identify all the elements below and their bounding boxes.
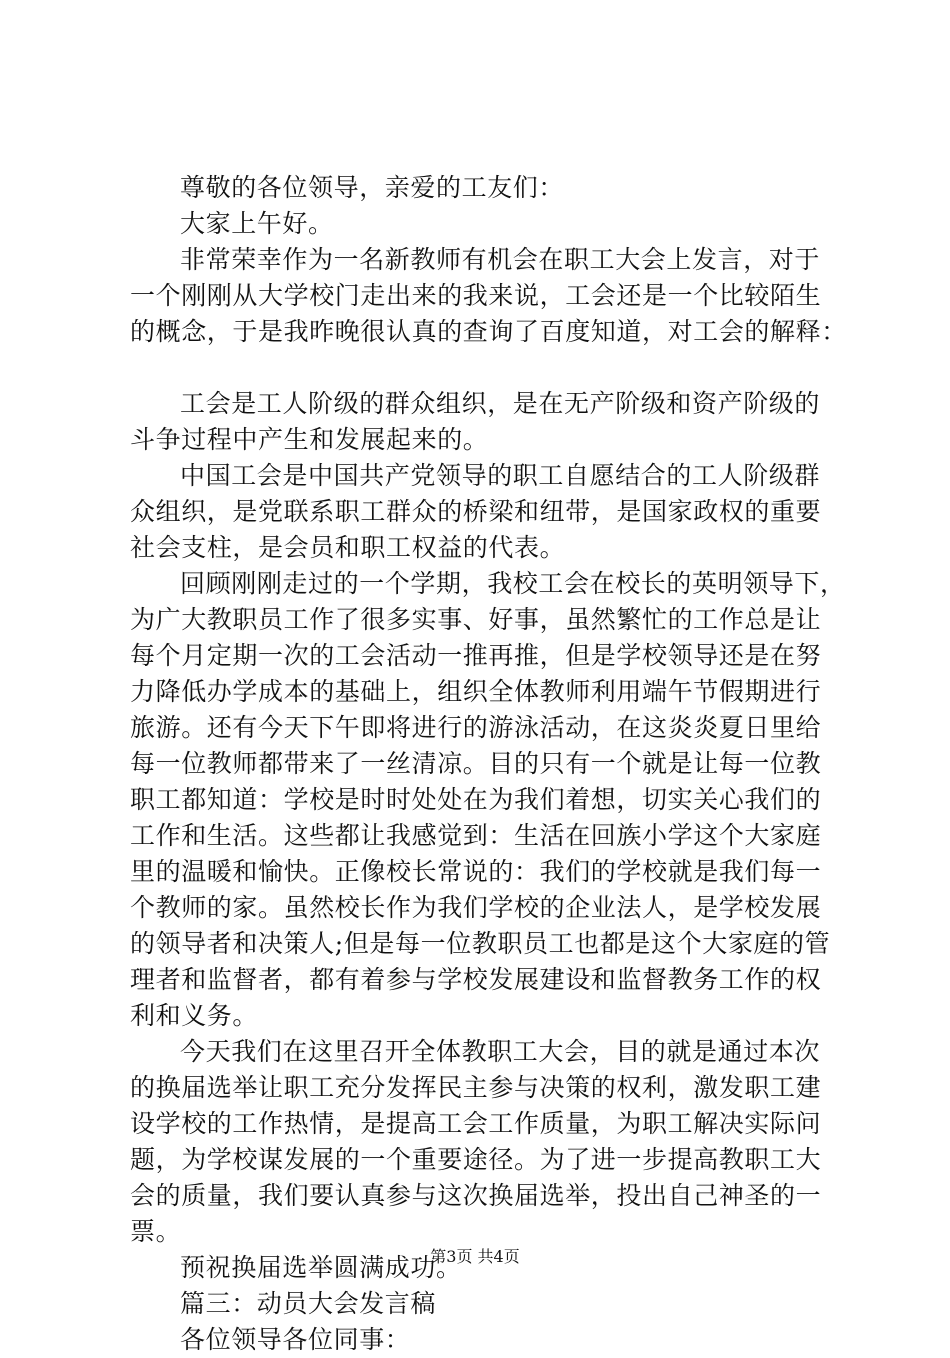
text-line: 职工都知道：学校是时时处处在为我们着想，切实关心我们的 xyxy=(130,785,822,814)
text-line: 票。 xyxy=(130,1217,182,1246)
text-line: 非常荣幸作为一名新教师有机会在职工大会上发言，对于 xyxy=(180,245,821,274)
text-line: 力降低办学成本的基础上，组织全体教师利用端午节假期进行 xyxy=(130,677,822,706)
text-line: 预祝换届选举圆满成功。 xyxy=(180,1253,462,1282)
text-line: 会的质量，我们要认真参与这次换届选举，投出自己神圣的一 xyxy=(130,1181,822,1210)
text-line: 各位领导各位同事： xyxy=(180,1325,411,1354)
text-line: 工会是工人阶级的群众组织，是在无产阶级和资产阶级的 xyxy=(180,389,821,418)
text-line: 旅游。还有今天下午即将进行的游泳活动，在这炎炎夏日里给 xyxy=(130,713,822,742)
text-line: 每一位教师都带来了一丝清凉。目的只有一个就是让每一位教 xyxy=(130,749,822,778)
text-line: 利和义务。 xyxy=(130,1001,259,1030)
text-line: 今天我们在这里召开全体教职工大会，目的就是通过本次 xyxy=(180,1037,821,1066)
text-line: 篇三：动员大会发言稿 xyxy=(180,1289,437,1318)
text-line: 众组织，是党联系职工群众的桥梁和纽带，是国家政权的重要 xyxy=(130,497,822,526)
text-line: 里的温暖和愉快。正像校长常说的：我们的学校就是我们每一 xyxy=(130,857,822,886)
text-line: 的概念，于是我昨晚很认真的查询了百度知道，对工会的解释： xyxy=(130,317,847,346)
text-line: 一个刚刚从大学校门走出来的我来说，工会还是一个比较陌生 xyxy=(130,281,822,310)
text-line: 尊敬的各位领导，亲爱的工友们： xyxy=(180,173,565,202)
text-line: 社会支柱，是会员和职工权益的代表。 xyxy=(130,533,566,562)
text-line: 斗争过程中产生和发展起来的。 xyxy=(130,425,489,454)
text-line: 的换届选举让职工充分发挥民主参与决策的权利，激发职工建 xyxy=(130,1073,822,1102)
text-line: 的领导者和决策人;但是每一位教职员工也都是这个大家庭的管 xyxy=(130,929,831,958)
text-line: 设学校的工作热情，是提高工会工作质量，为职工解决实际问 xyxy=(130,1109,822,1138)
text-line: 回顾刚刚走过的一个学期，我校工会在校长的英明领导下， xyxy=(180,569,846,598)
text-line: 为广大教职员工作了很多实事、好事，虽然繁忙的工作总是让 xyxy=(130,605,822,634)
text-line: 个教师的家。虽然校长作为我们学校的企业法人，是学校发展 xyxy=(130,893,822,922)
text-line: 理者和监督者，都有着参与学校发展建设和监督教务工作的权 xyxy=(130,965,822,994)
text-line: 大家上午好。 xyxy=(180,209,334,238)
text-line: 中国工会是中国共产党领导的职工自愿结合的工人阶级群 xyxy=(180,461,821,490)
document-body xyxy=(130,170,847,1358)
text-line: 题，为学校谋发展的一个重要途径。为了进一步提高教职工大 xyxy=(130,1145,822,1174)
page-footer: 第3页 共4页 xyxy=(430,1247,520,1266)
text-line: 工作和生活。这些都让我感觉到：生活在回族小学这个大家庭 xyxy=(130,821,822,850)
blank-line xyxy=(130,350,830,386)
text-line: 每个月定期一次的工会活动一推再推，但是学校领导还是在努 xyxy=(130,641,822,670)
